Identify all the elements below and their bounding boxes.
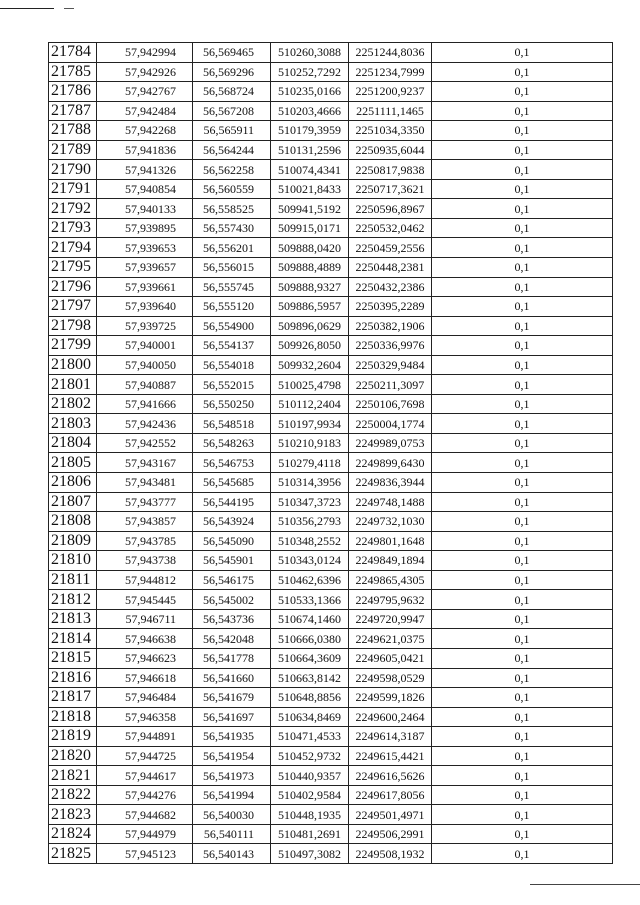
precision-cell: 0,1	[432, 277, 613, 297]
precision-cell: 0,1	[432, 82, 613, 102]
x-coordinate-cell: 509888,4889	[271, 258, 349, 278]
y-coordinate-cell: 2250211,3097	[349, 375, 432, 395]
table-row	[49, 492, 613, 512]
precision-cell: 0,1	[432, 805, 613, 825]
point-number-cell: 21784	[49, 43, 97, 63]
y-coordinate-cell: 2250106,7698	[349, 394, 432, 414]
longitude-cell: 56,541973	[193, 766, 271, 786]
longitude-cell: 56,541778	[193, 648, 271, 668]
x-coordinate-cell: 509932,2604	[271, 355, 349, 375]
precision-cell: 0,1	[432, 629, 613, 649]
x-coordinate-cell: 510314,3956	[271, 473, 349, 493]
x-coordinate-cell: 509886,5957	[271, 297, 349, 317]
y-coordinate-cell: 2249720,9947	[349, 609, 432, 629]
point-number-cell: 21815	[49, 648, 97, 668]
table-row	[49, 785, 613, 805]
y-coordinate-cell: 2249617,8056	[349, 785, 432, 805]
precision-cell: 0,1	[432, 453, 613, 473]
longitude-cell: 56,545901	[193, 551, 271, 571]
table-row	[49, 160, 613, 180]
point-number-cell: 21790	[49, 160, 97, 180]
longitude-cell: 56,548263	[193, 433, 271, 453]
longitude-cell: 56,541954	[193, 746, 271, 766]
x-coordinate-cell: 510356,2793	[271, 512, 349, 532]
table-row	[49, 316, 613, 336]
coordinates-table-body	[49, 43, 613, 864]
longitude-cell: 56,554900	[193, 316, 271, 336]
latitude-cell: 57,944891	[97, 727, 193, 747]
longitude-cell: 56,540143	[193, 844, 271, 864]
table-row	[49, 43, 613, 63]
precision-cell: 0,1	[432, 512, 613, 532]
point-number-cell: 21799	[49, 336, 97, 356]
x-coordinate-cell: 510448,1935	[271, 805, 349, 825]
x-coordinate-cell: 510648,8856	[271, 688, 349, 708]
table-row	[49, 121, 613, 141]
longitude-cell: 56,541994	[193, 785, 271, 805]
table-row	[49, 355, 613, 375]
point-number-cell: 21787	[49, 101, 97, 121]
point-number-cell: 21803	[49, 414, 97, 434]
x-coordinate-cell: 510112,2404	[271, 394, 349, 414]
latitude-cell: 57,946358	[97, 707, 193, 727]
latitude-cell: 57,946623	[97, 648, 193, 668]
latitude-cell: 57,941836	[97, 140, 193, 160]
precision-cell: 0,1	[432, 648, 613, 668]
y-coordinate-cell: 2250817,9838	[349, 160, 432, 180]
x-coordinate-cell: 510471,4533	[271, 727, 349, 747]
table-row	[49, 590, 613, 610]
longitude-cell: 56,545090	[193, 531, 271, 551]
longitude-cell: 56,541697	[193, 707, 271, 727]
x-coordinate-cell: 510462,6396	[271, 570, 349, 590]
point-number-cell: 21824	[49, 824, 97, 844]
precision-cell: 0,1	[432, 609, 613, 629]
table-row	[49, 727, 613, 747]
longitude-cell: 56,540111	[193, 824, 271, 844]
table-row	[49, 473, 613, 493]
y-coordinate-cell: 2250329,9484	[349, 355, 432, 375]
precision-cell: 0,1	[432, 179, 613, 199]
point-number-cell: 21793	[49, 218, 97, 238]
table-row	[49, 609, 613, 629]
precision-cell: 0,1	[432, 43, 613, 63]
x-coordinate-cell: 510663,8142	[271, 668, 349, 688]
precision-cell: 0,1	[432, 570, 613, 590]
point-number-cell: 21807	[49, 492, 97, 512]
table-row	[49, 218, 613, 238]
point-number-cell: 21812	[49, 590, 97, 610]
y-coordinate-cell: 2249732,1030	[349, 512, 432, 532]
table-row	[49, 570, 613, 590]
longitude-cell: 56,557430	[193, 218, 271, 238]
y-coordinate-cell: 2250596,8967	[349, 199, 432, 219]
latitude-cell: 57,944979	[97, 824, 193, 844]
longitude-cell: 56,558525	[193, 199, 271, 219]
table-row	[49, 101, 613, 121]
latitude-cell: 57,942268	[97, 121, 193, 141]
latitude-cell: 57,943777	[97, 492, 193, 512]
point-number-cell: 21825	[49, 844, 97, 864]
latitude-cell: 57,942436	[97, 414, 193, 434]
table-row	[49, 824, 613, 844]
latitude-cell: 57,944617	[97, 766, 193, 786]
point-number-cell: 21797	[49, 297, 97, 317]
latitude-cell: 57,943167	[97, 453, 193, 473]
latitude-cell: 57,943785	[97, 531, 193, 551]
x-coordinate-cell: 510347,3723	[271, 492, 349, 512]
latitude-cell: 57,946484	[97, 688, 193, 708]
longitude-cell: 56,569296	[193, 62, 271, 82]
latitude-cell: 57,939653	[97, 238, 193, 258]
point-number-cell: 21813	[49, 609, 97, 629]
y-coordinate-cell: 2251034,3350	[349, 121, 432, 141]
table-row	[49, 531, 613, 551]
y-coordinate-cell: 2251111,1465	[349, 101, 432, 121]
y-coordinate-cell: 2249501,4971	[349, 805, 432, 825]
latitude-cell: 57,946638	[97, 629, 193, 649]
latitude-cell: 57,941666	[97, 394, 193, 414]
table-row	[49, 336, 613, 356]
precision-cell: 0,1	[432, 238, 613, 258]
x-coordinate-cell: 510252,7292	[271, 62, 349, 82]
y-coordinate-cell: 2249605,0421	[349, 648, 432, 668]
y-coordinate-cell: 2249506,2991	[349, 824, 432, 844]
longitude-cell: 56,564244	[193, 140, 271, 160]
x-coordinate-cell: 510497,3082	[271, 844, 349, 864]
point-number-cell: 21802	[49, 394, 97, 414]
table-row	[49, 433, 613, 453]
precision-cell: 0,1	[432, 62, 613, 82]
table-row	[49, 688, 613, 708]
point-number-cell: 21786	[49, 82, 97, 102]
point-number-cell: 21819	[49, 727, 97, 747]
x-coordinate-cell: 510279,4118	[271, 453, 349, 473]
latitude-cell: 57,945445	[97, 590, 193, 610]
table-row	[49, 414, 613, 434]
point-number-cell: 21794	[49, 238, 97, 258]
x-coordinate-cell: 509915,0171	[271, 218, 349, 238]
point-number-cell: 21804	[49, 433, 97, 453]
precision-cell: 0,1	[432, 297, 613, 317]
table-row	[49, 844, 613, 864]
y-coordinate-cell: 2250004,1774	[349, 414, 432, 434]
latitude-cell: 57,943738	[97, 551, 193, 571]
precision-cell: 0,1	[432, 199, 613, 219]
x-coordinate-cell: 510343,0124	[271, 551, 349, 571]
longitude-cell: 56,541935	[193, 727, 271, 747]
x-coordinate-cell: 510452,9732	[271, 746, 349, 766]
longitude-cell: 56,542048	[193, 629, 271, 649]
latitude-cell: 57,939640	[97, 297, 193, 317]
precision-cell: 0,1	[432, 531, 613, 551]
point-number-cell: 21792	[49, 199, 97, 219]
y-coordinate-cell: 2249599,1826	[349, 688, 432, 708]
table-row	[49, 629, 613, 649]
latitude-cell: 57,939725	[97, 316, 193, 336]
precision-cell: 0,1	[432, 844, 613, 864]
x-coordinate-cell: 510235,0166	[271, 82, 349, 102]
longitude-cell: 56,569465	[193, 43, 271, 63]
precision-cell: 0,1	[432, 140, 613, 160]
table-row	[49, 453, 613, 473]
longitude-cell: 56,560559	[193, 179, 271, 199]
precision-cell: 0,1	[432, 101, 613, 121]
longitude-cell: 56,555120	[193, 297, 271, 317]
latitude-cell: 57,946711	[97, 609, 193, 629]
y-coordinate-cell: 2250336,9976	[349, 336, 432, 356]
longitude-cell: 56,568724	[193, 82, 271, 102]
precision-cell: 0,1	[432, 746, 613, 766]
x-coordinate-cell: 510210,9183	[271, 433, 349, 453]
point-number-cell: 21789	[49, 140, 97, 160]
x-coordinate-cell: 510674,1460	[271, 609, 349, 629]
table-row	[49, 140, 613, 160]
precision-cell: 0,1	[432, 785, 613, 805]
x-coordinate-cell: 510074,4341	[271, 160, 349, 180]
latitude-cell: 57,944682	[97, 805, 193, 825]
point-number-cell: 21785	[49, 62, 97, 82]
latitude-cell: 57,943857	[97, 512, 193, 532]
y-coordinate-cell: 2249614,3187	[349, 727, 432, 747]
x-coordinate-cell: 510197,9934	[271, 414, 349, 434]
point-number-cell: 21801	[49, 375, 97, 395]
latitude-cell: 57,940854	[97, 179, 193, 199]
latitude-cell: 57,942767	[97, 82, 193, 102]
x-coordinate-cell: 510440,9357	[271, 766, 349, 786]
precision-cell: 0,1	[432, 688, 613, 708]
latitude-cell: 57,940050	[97, 355, 193, 375]
table-row	[49, 805, 613, 825]
point-number-cell: 21814	[49, 629, 97, 649]
latitude-cell: 57,942994	[97, 43, 193, 63]
longitude-cell: 56,546175	[193, 570, 271, 590]
table-row	[49, 297, 613, 317]
x-coordinate-cell: 510131,2596	[271, 140, 349, 160]
point-number-cell: 21809	[49, 531, 97, 551]
precision-cell: 0,1	[432, 316, 613, 336]
latitude-cell: 57,939661	[97, 277, 193, 297]
longitude-cell: 56,541679	[193, 688, 271, 708]
point-number-cell: 21796	[49, 277, 97, 297]
x-coordinate-cell: 510179,3959	[271, 121, 349, 141]
longitude-cell: 56,545002	[193, 590, 271, 610]
x-coordinate-cell: 510402,9584	[271, 785, 349, 805]
precision-cell: 0,1	[432, 433, 613, 453]
point-number-cell: 21823	[49, 805, 97, 825]
table-row	[49, 277, 613, 297]
y-coordinate-cell: 2250717,3621	[349, 179, 432, 199]
coordinates-table	[48, 42, 613, 864]
y-coordinate-cell: 2249849,1894	[349, 551, 432, 571]
precision-cell: 0,1	[432, 551, 613, 571]
longitude-cell: 56,556015	[193, 258, 271, 278]
longitude-cell: 56,543736	[193, 609, 271, 629]
x-coordinate-cell: 509888,9327	[271, 277, 349, 297]
y-coordinate-cell: 2249508,1932	[349, 844, 432, 864]
y-coordinate-cell: 2249615,4421	[349, 746, 432, 766]
longitude-cell: 56,544195	[193, 492, 271, 512]
longitude-cell: 56,541660	[193, 668, 271, 688]
longitude-cell: 56,556201	[193, 238, 271, 258]
point-number-cell: 21795	[49, 258, 97, 278]
latitude-cell: 57,944725	[97, 746, 193, 766]
y-coordinate-cell: 2249899,6430	[349, 453, 432, 473]
longitude-cell: 56,552015	[193, 375, 271, 395]
table-row	[49, 512, 613, 532]
y-coordinate-cell: 2249748,1488	[349, 492, 432, 512]
y-coordinate-cell: 2251244,8036	[349, 43, 432, 63]
table-row	[49, 199, 613, 219]
latitude-cell: 57,940887	[97, 375, 193, 395]
point-number-cell: 21816	[49, 668, 97, 688]
longitude-cell: 56,555745	[193, 277, 271, 297]
longitude-cell: 56,545685	[193, 473, 271, 493]
precision-cell: 0,1	[432, 160, 613, 180]
precision-cell: 0,1	[432, 727, 613, 747]
longitude-cell: 56,554018	[193, 355, 271, 375]
y-coordinate-cell: 2250448,2381	[349, 258, 432, 278]
x-coordinate-cell: 510348,2552	[271, 531, 349, 551]
precision-cell: 0,1	[432, 766, 613, 786]
precision-cell: 0,1	[432, 355, 613, 375]
y-coordinate-cell: 2251234,7999	[349, 62, 432, 82]
x-coordinate-cell: 510481,2691	[271, 824, 349, 844]
point-number-cell: 21808	[49, 512, 97, 532]
y-coordinate-cell: 2249989,0753	[349, 433, 432, 453]
point-number-cell: 21820	[49, 746, 97, 766]
point-number-cell: 21821	[49, 766, 97, 786]
longitude-cell: 56,548518	[193, 414, 271, 434]
precision-cell: 0,1	[432, 668, 613, 688]
y-coordinate-cell: 2250532,0462	[349, 218, 432, 238]
precision-cell: 0,1	[432, 375, 613, 395]
table-row	[49, 258, 613, 278]
precision-cell: 0,1	[432, 218, 613, 238]
x-coordinate-cell: 510664,3609	[271, 648, 349, 668]
precision-cell: 0,1	[432, 121, 613, 141]
point-number-cell: 21805	[49, 453, 97, 473]
y-coordinate-cell: 2251200,9237	[349, 82, 432, 102]
latitude-cell: 57,942926	[97, 62, 193, 82]
point-number-cell: 21818	[49, 707, 97, 727]
longitude-cell: 56,565911	[193, 121, 271, 141]
latitude-cell: 57,943481	[97, 473, 193, 493]
x-coordinate-cell: 509888,0420	[271, 238, 349, 258]
y-coordinate-cell: 2250382,1906	[349, 316, 432, 336]
point-number-cell: 21806	[49, 473, 97, 493]
latitude-cell: 57,945123	[97, 844, 193, 864]
point-number-cell: 21817	[49, 688, 97, 708]
point-number-cell: 21810	[49, 551, 97, 571]
x-coordinate-cell: 510260,3088	[271, 43, 349, 63]
y-coordinate-cell: 2250459,2556	[349, 238, 432, 258]
longitude-cell: 56,550250	[193, 394, 271, 414]
table-row	[49, 746, 613, 766]
latitude-cell: 57,946618	[97, 668, 193, 688]
table-row	[49, 394, 613, 414]
table-row	[49, 179, 613, 199]
latitude-cell: 57,944276	[97, 785, 193, 805]
x-coordinate-cell: 510666,0380	[271, 629, 349, 649]
latitude-cell: 57,939895	[97, 218, 193, 238]
y-coordinate-cell: 2249600,2464	[349, 707, 432, 727]
y-coordinate-cell: 2250935,6044	[349, 140, 432, 160]
x-coordinate-cell: 509926,8050	[271, 336, 349, 356]
precision-cell: 0,1	[432, 336, 613, 356]
y-coordinate-cell: 2250432,2386	[349, 277, 432, 297]
point-number-cell: 21791	[49, 179, 97, 199]
x-coordinate-cell: 510203,4666	[271, 101, 349, 121]
precision-cell: 0,1	[432, 258, 613, 278]
latitude-cell: 57,939657	[97, 258, 193, 278]
table-row	[49, 375, 613, 395]
latitude-cell: 57,944812	[97, 570, 193, 590]
longitude-cell: 56,562258	[193, 160, 271, 180]
point-number-cell: 21800	[49, 355, 97, 375]
longitude-cell: 56,543924	[193, 512, 271, 532]
table-row	[49, 551, 613, 571]
latitude-cell: 57,940133	[97, 199, 193, 219]
y-coordinate-cell: 2249621,0375	[349, 629, 432, 649]
table-row	[49, 62, 613, 82]
table-row	[49, 766, 613, 786]
x-coordinate-cell: 510634,8469	[271, 707, 349, 727]
x-coordinate-cell: 510021,8433	[271, 179, 349, 199]
point-number-cell: 21798	[49, 316, 97, 336]
precision-cell: 0,1	[432, 707, 613, 727]
precision-cell: 0,1	[432, 590, 613, 610]
table-row	[49, 648, 613, 668]
header-rule-short	[64, 8, 74, 9]
x-coordinate-cell: 509896,0629	[271, 316, 349, 336]
point-number-cell: 21811	[49, 570, 97, 590]
table-row	[49, 82, 613, 102]
footer-rule	[530, 884, 640, 885]
table-row	[49, 238, 613, 258]
y-coordinate-cell: 2249795,9632	[349, 590, 432, 610]
longitude-cell: 56,540030	[193, 805, 271, 825]
latitude-cell: 57,942552	[97, 433, 193, 453]
precision-cell: 0,1	[432, 473, 613, 493]
x-coordinate-cell: 510533,1366	[271, 590, 349, 610]
latitude-cell: 57,941326	[97, 160, 193, 180]
x-coordinate-cell: 510025,4798	[271, 375, 349, 395]
y-coordinate-cell: 2249865,4305	[349, 570, 432, 590]
longitude-cell: 56,567208	[193, 101, 271, 121]
latitude-cell: 57,940001	[97, 336, 193, 356]
precision-cell: 0,1	[432, 414, 613, 434]
header-rule	[0, 8, 54, 9]
y-coordinate-cell: 2250395,2289	[349, 297, 432, 317]
table-row	[49, 668, 613, 688]
longitude-cell: 56,554137	[193, 336, 271, 356]
point-number-cell: 21822	[49, 785, 97, 805]
precision-cell: 0,1	[432, 394, 613, 414]
table-row	[49, 707, 613, 727]
y-coordinate-cell: 2249598,0529	[349, 668, 432, 688]
point-number-cell: 21788	[49, 121, 97, 141]
precision-cell: 0,1	[432, 824, 613, 844]
y-coordinate-cell: 2249836,3944	[349, 473, 432, 493]
precision-cell: 0,1	[432, 492, 613, 512]
longitude-cell: 56,546753	[193, 453, 271, 473]
x-coordinate-cell: 509941,5192	[271, 199, 349, 219]
y-coordinate-cell: 2249801,1648	[349, 531, 432, 551]
latitude-cell: 57,942484	[97, 101, 193, 121]
y-coordinate-cell: 2249616,5626	[349, 766, 432, 786]
